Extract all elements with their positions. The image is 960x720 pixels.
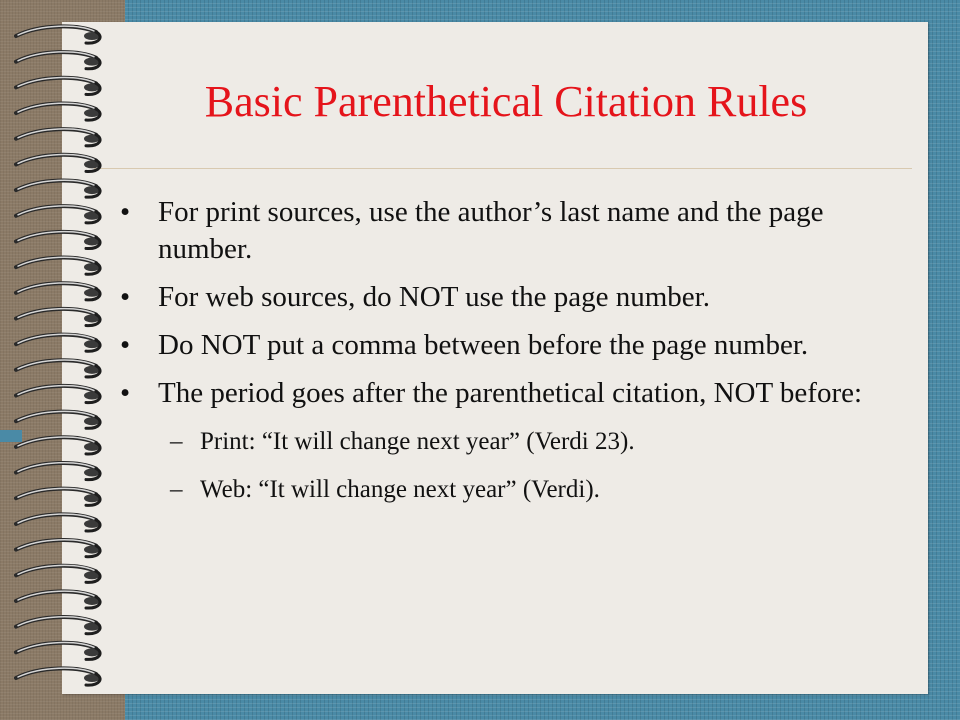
binding-ring	[16, 283, 100, 300]
binding-ring	[16, 103, 100, 120]
binding-ring	[16, 309, 100, 326]
binding-ring	[16, 617, 100, 634]
bullet-item	[118, 375, 878, 506]
bullet-text: Do NOT put a comma between before the page number.	[158, 329, 809, 361]
binding-ring	[16, 257, 100, 274]
binding-ring	[16, 26, 100, 43]
bullet-item	[118, 279, 878, 316]
example-item	[158, 426, 878, 458]
example-list	[158, 426, 878, 506]
binding-ring	[16, 180, 100, 197]
dash-marker: –	[170, 428, 183, 455]
binding-ring	[16, 437, 100, 454]
binding-ring	[16, 591, 100, 608]
binding-ring	[16, 155, 100, 172]
bullet-marker: •	[120, 281, 131, 313]
bullet-item	[118, 194, 878, 268]
binding-ring	[16, 52, 100, 69]
bullet-text: For print sources, use the author’s last name and the page number.	[158, 196, 824, 265]
dash-marker: –	[170, 476, 183, 503]
bullet-text: For web sources, do NOT use the page number.	[158, 281, 710, 313]
binding-ring	[16, 642, 100, 659]
binding-ring	[16, 540, 100, 557]
bullet-item	[118, 327, 878, 364]
binding-ring	[16, 463, 100, 480]
binding-ring	[16, 129, 100, 146]
binding-ring	[16, 232, 100, 249]
example-text: Web: “It will change next year” (Verdi).	[200, 476, 600, 503]
binding-ring	[16, 206, 100, 223]
binding-ring	[16, 488, 100, 505]
bullet-marker: •	[120, 196, 131, 228]
example-text: Print: “It will change next year” (Verdi 23).	[200, 428, 635, 455]
binding-ring	[16, 78, 100, 95]
binding-ring	[16, 386, 100, 403]
title-divider	[94, 168, 912, 169]
slide-title: Basic Parenthetical Citation Rules	[204, 77, 808, 126]
bullet-list	[118, 194, 878, 522]
binding-ring	[16, 668, 100, 685]
binding-ring	[16, 334, 100, 351]
bullet-marker: •	[120, 377, 131, 409]
bullet-marker: •	[120, 329, 131, 361]
binding-ring	[16, 514, 100, 531]
binding-ring	[16, 411, 100, 428]
bullet-text: The period goes after the parenthetical citation, NOT before:	[158, 377, 863, 409]
example-item	[158, 474, 878, 506]
binding-ring	[16, 565, 100, 582]
binding-ring	[16, 360, 100, 377]
spiral-binding-icon	[0, 0, 125, 720]
